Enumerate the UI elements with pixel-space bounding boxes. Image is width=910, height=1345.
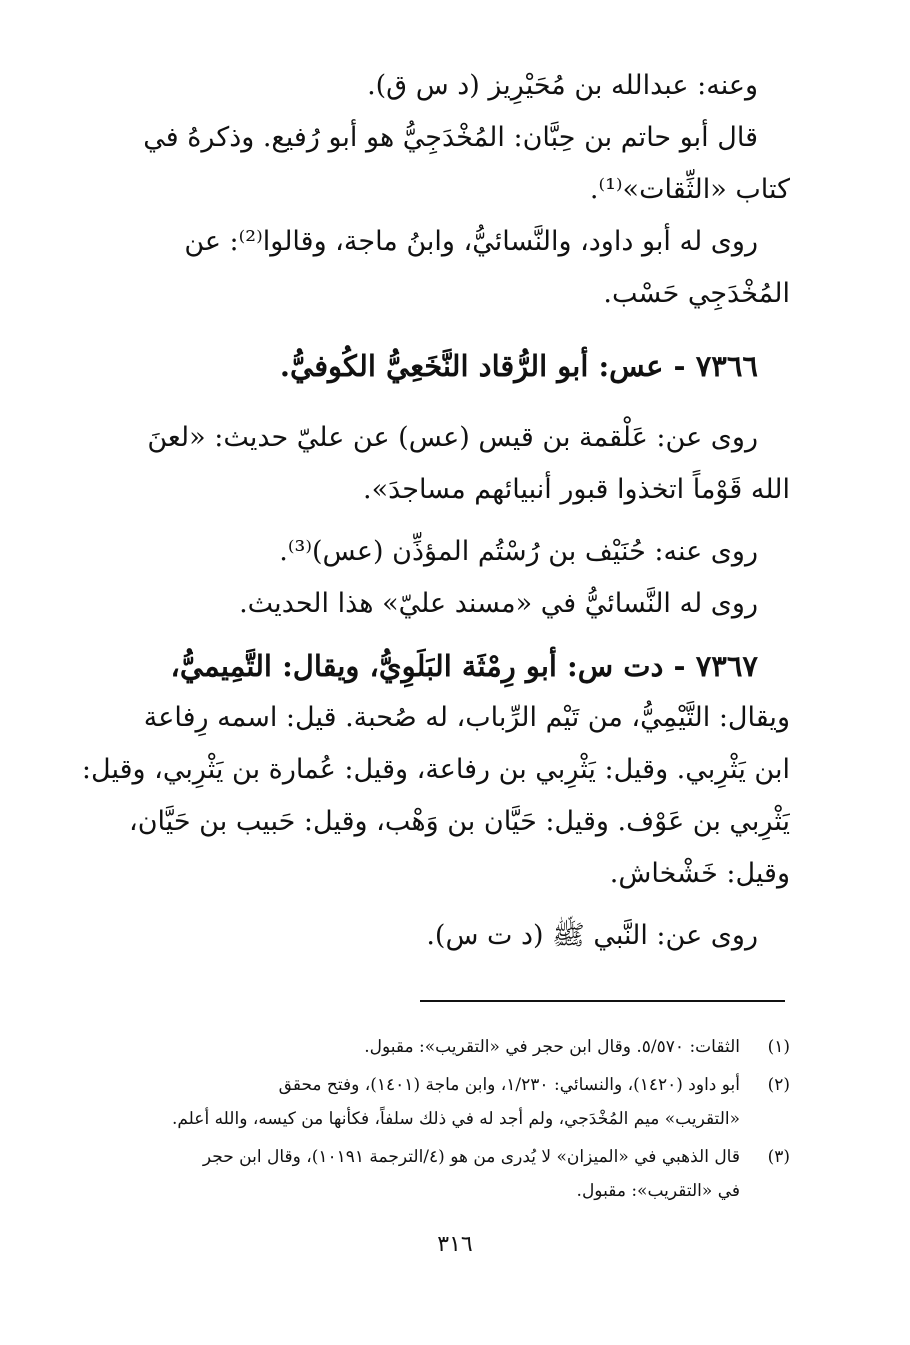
text-line: وقيل: خَشْخاش. xyxy=(609,858,790,889)
text-line: روى عن: النَّبي ﷺ (د ت س). xyxy=(426,920,758,951)
main-text xyxy=(70,60,790,962)
entry-heading-7366: ٧٣٦٦ - عس: أبو الرُّقاد النَّخَعِيُّ الكُوفيُّ. xyxy=(279,349,758,383)
footnote xyxy=(85,1140,790,1208)
text-line: يَثْرِبي بن عَوْف. وقيل: حَيَّان بن وَهْب، وقيل: حَبيب بن حَيَّان، xyxy=(128,806,790,837)
text-line: كتاب «الثِّقات»⁽¹⁾. xyxy=(589,174,790,205)
footnote-number: (١) xyxy=(767,1037,790,1057)
footnote-line: في «التقريب»: مقبول. xyxy=(576,1181,740,1201)
text-line: وعنه: عبدالله بن مُحَيْرِيز (د س ق). xyxy=(367,70,758,101)
text-line: روى عنه: حُنَيْف بن رُسْتُم المؤذِّن (عس)⁽³⁾. xyxy=(279,536,758,567)
footnote-number: (٣) xyxy=(767,1147,790,1167)
text-line: روى عن: عَلْقمة بن قيس (عس) عن عليّ حديث: «لعنَ xyxy=(147,422,758,453)
text-line: روى له النَّسائيُّ في «مسند عليّ» هذا الحديث. xyxy=(239,588,758,619)
text-line: قال أبو حاتم بن حِبَّان: المُخْدَجِيُّ هو أبو رُفيع. وذكرهُ في xyxy=(143,122,758,153)
footnote-divider xyxy=(420,1000,785,1002)
footnotes xyxy=(85,1030,790,1212)
text-line: ويقال: التَّيْمِيُّ، من تَيْم الرِّباب، له صُحبة. قيل: اسمه رِفاعة xyxy=(143,702,790,733)
footnote xyxy=(85,1030,790,1064)
page-number: ٣١٦ xyxy=(437,1232,473,1257)
footnote-number: (٢) xyxy=(767,1075,790,1095)
text-line: المُخْدَجِي حَسْب. xyxy=(603,278,790,309)
footnote-line: الثقات: ٥/٥٧٠. وقال ابن حجر في «التقريب»: مقبول. xyxy=(364,1037,740,1057)
entry-heading-7367: ٧٣٦٧ - دت س: أبو رِمْثَة البَلَوِيُّ، ويقال: التَّمِيميُّ، xyxy=(170,649,758,683)
text-line: ابن يَثْرِبي. وقيل: يَثْرِبي بن رفاعة، وقيل: عُمارة بن يَثْرِبي، وقيل: xyxy=(81,754,790,785)
text-line: روى له أبو داود، والنَّسائيُّ، وابنُ ماجة، وقالوا⁽²⁾: عن xyxy=(184,226,758,257)
text-line: الله قَوْماً اتخذوا قبور أنبيائهم مساجدَ». xyxy=(362,474,790,505)
footnote-line: أبو داود (١٤٢٠)، والنسائي: ١/٢٣٠، وابن ماجة (١٤٠١)، وفتح محقق xyxy=(278,1075,740,1095)
footnote-line: قال الذهبي في «الميزان» لا يُدرى من هو (٤/الترجمة ١٠١٩١)، وقال ابن حجر xyxy=(202,1147,740,1167)
footnote-line: «التقريب» ميم المُخْدَجي، ولم أجد له في ذلك سلفاً، فكأنها من كيسه، والله أعلم. xyxy=(171,1109,740,1129)
footnote xyxy=(85,1068,790,1136)
